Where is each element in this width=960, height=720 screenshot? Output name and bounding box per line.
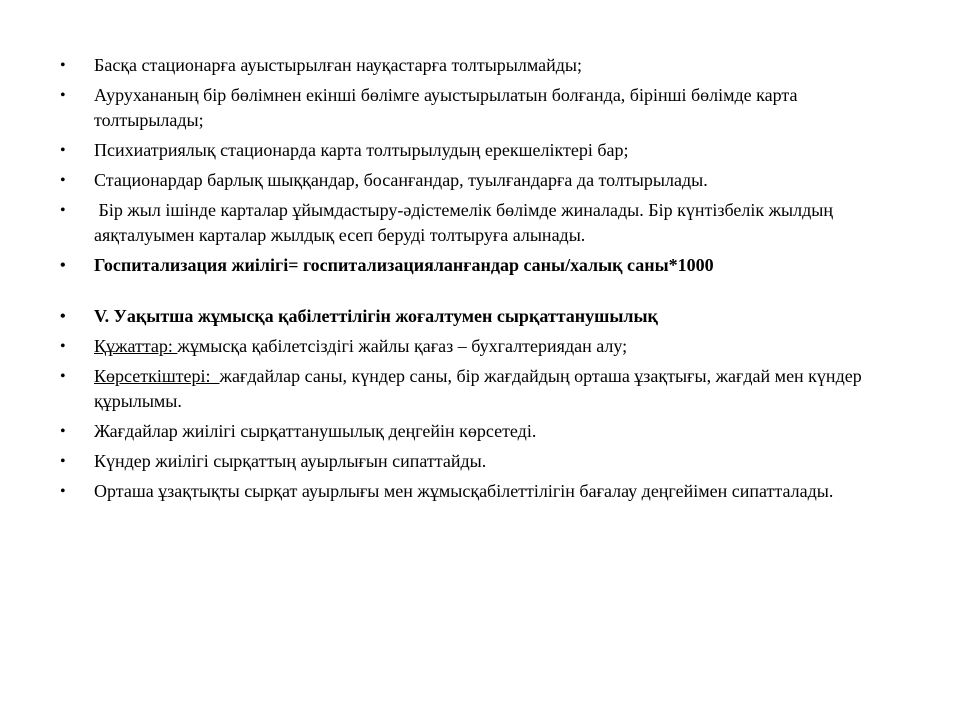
list-item-text: Жағдайлар жиілігі сырқаттанушылық деңгейін көрсетеді. <box>94 421 537 441</box>
list-item-text: жағдайлар саны, күндер саны, бір жағдайдың орташа ұзақтығы, жағдай мен күндер құрылымы. <box>94 366 862 411</box>
bullet-icon: • <box>60 142 66 159</box>
list-item <box>60 419 894 444</box>
list-item-text: Басқа стационарға ауыстырылған науқастарға толтырылмайды; <box>94 55 583 75</box>
list-item-text: Күндер жиілігі сырқаттың ауырлығын сипаттайды. <box>94 451 487 471</box>
bullet-icon: • <box>60 87 66 104</box>
bullet-icon: • <box>60 338 66 355</box>
formula-item <box>60 253 894 278</box>
list-item-text: Аурухананың бір бөлімнен екінші бөлімге ауыстырылатын болғанда, бірінші бөлімде карта толтырылады; <box>94 85 798 130</box>
list-item-term: Құжаттар: <box>94 336 178 356</box>
bullet-icon: • <box>60 202 66 219</box>
bullet-icon: • <box>60 423 66 440</box>
list-item-text: Стационардар барлық шыққандар, босанғандар, туылғандарға да толтырылады. <box>94 170 708 190</box>
list-item-text: Орташа ұзақтықты сырқат ауырлығы мен жұмысқабілеттілігін бағалау деңгейімен сипатталады. <box>94 481 834 501</box>
list-item <box>60 53 894 78</box>
bullet-list <box>60 53 900 504</box>
bullet-icon: • <box>60 308 66 325</box>
bullet-icon: • <box>60 172 66 189</box>
list-item <box>60 449 894 474</box>
section-heading <box>60 304 894 329</box>
list-item-text: Бір жыл ішінде карталар ұйымдастыру-әдістемелік бөлімде жиналады. Бір күнтізбелік жылдың аяқталуымен карталар жылдық есеп беруді толтыруға алынады. <box>94 200 838 245</box>
bullet-icon: • <box>60 368 66 385</box>
list-item <box>60 334 894 359</box>
list-item-text: Психиатриялық стационарда карта толтырылудың ерекшеліктері бар; <box>94 140 629 160</box>
section-heading-text: V. Уақытша жұмысқа қабілеттілігін жоғалтумен сырқаттанушылық <box>94 306 658 326</box>
list-item <box>60 198 894 248</box>
list-item <box>60 479 894 504</box>
bullet-icon: • <box>60 453 66 470</box>
list-item <box>60 364 894 414</box>
list-item <box>60 138 894 163</box>
formula-text: Госпитализация жиілігі= госпитализацияланғандар саны/халық саны*1000 <box>94 255 714 275</box>
bullet-icon: • <box>60 57 66 74</box>
list-item <box>60 168 894 193</box>
list-item <box>60 83 894 133</box>
list-item-text: жұмысқа қабілетсіздігі жайлы қағаз – бухгалтериядан алу; <box>177 336 628 356</box>
bullet-icon: • <box>60 483 66 500</box>
list-item-term: Көрсеткіштері: <box>94 366 220 386</box>
bullet-icon: • <box>60 257 66 274</box>
